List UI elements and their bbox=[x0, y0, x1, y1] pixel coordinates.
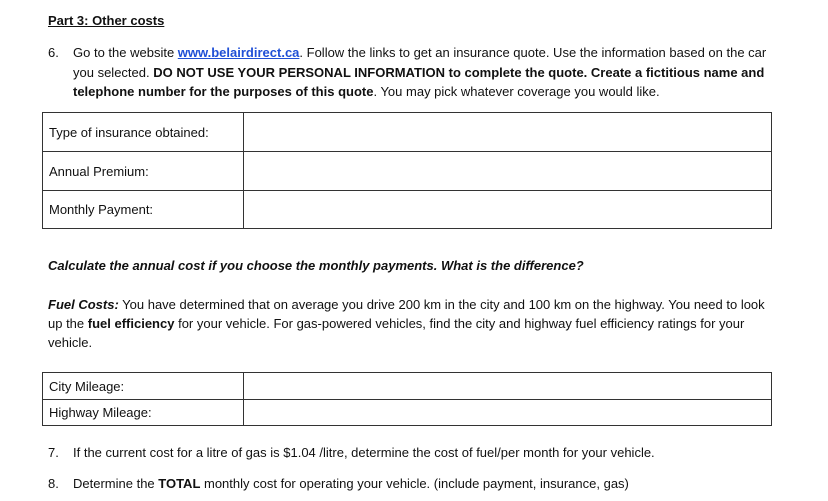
fuel-efficiency-term: fuel efficiency bbox=[87, 316, 175, 331]
question-6-text-a: Go to the website bbox=[73, 45, 178, 60]
highway-mileage-label: Highway Mileage: bbox=[43, 400, 244, 426]
question-6-text-c: . You may pick whatever coverage you would like. bbox=[373, 84, 660, 99]
question-6 bbox=[48, 43, 788, 103]
question-6-text bbox=[73, 43, 781, 102]
fuel-costs-text-b: for your vehicle. For gas-powered vehicles, find the city and highway fuel efficiency ratings for your vehicle. bbox=[48, 316, 745, 350]
question-8-total: TOTAL bbox=[158, 476, 201, 491]
question-8-text-a: Determine the bbox=[73, 476, 159, 491]
question-8-text-b: monthly cost for operating your vehicle. (include payment, insurance, gas) bbox=[200, 476, 629, 491]
city-mileage-answer-cell[interactable] bbox=[244, 373, 772, 400]
city-mileage-label: City Mileage: bbox=[43, 373, 244, 400]
fuel-costs-lead: Fuel Costs: bbox=[48, 297, 119, 312]
question-7-number: 7. bbox=[48, 445, 59, 460]
monthly-payment-label: Monthly Payment: bbox=[43, 191, 244, 229]
insurance-type-answer-cell[interactable] bbox=[244, 113, 772, 152]
table-row bbox=[43, 113, 772, 152]
question-8 bbox=[48, 474, 788, 494]
question-6-text-b: . Follow the links to get an insurance quote. Use the information based on the car you selected. bbox=[73, 45, 767, 80]
mileage-table bbox=[42, 372, 772, 426]
insurance-table bbox=[42, 112, 772, 229]
question-8-number: 8. bbox=[48, 476, 59, 491]
question-6-warning: DO NOT USE YOUR PERSONAL INFORMATION to complete the quote. Create a fictitious name and telephone number for the purposes of this quote bbox=[73, 64, 765, 99]
belairdirect-link[interactable]: www.belairdirect.ca bbox=[177, 45, 300, 60]
question-6-number: 6. bbox=[48, 45, 59, 60]
fuel-costs-text-a: You have determined that on average you drive 200 km in the city and 100 km on the highway. You need to look up the bbox=[48, 297, 765, 331]
annual-premium-label: Annual Premium: bbox=[43, 152, 244, 191]
annual-premium-answer-cell[interactable] bbox=[244, 152, 772, 191]
question-7-text: If the current cost for a litre of gas is $1.04 /litre, determine the cost of fuel/per month for your vehicle. bbox=[73, 445, 655, 460]
part-title: Part 3: Other costs bbox=[48, 13, 165, 28]
table-row bbox=[43, 400, 772, 426]
table-row bbox=[43, 191, 772, 229]
insurance-type-label: Type of insurance obtained: bbox=[43, 113, 244, 152]
fuel-costs-paragraph bbox=[48, 295, 768, 352]
highway-mileage-answer-cell[interactable] bbox=[244, 400, 772, 426]
question-7 bbox=[48, 443, 788, 463]
question-8-text bbox=[73, 474, 781, 494]
monthly-payment-answer-cell[interactable] bbox=[244, 191, 772, 229]
table-row bbox=[43, 373, 772, 400]
table-row bbox=[43, 152, 772, 191]
calc-question: Calculate the annual cost if you choose the monthly payments. What is the difference? bbox=[48, 258, 584, 273]
